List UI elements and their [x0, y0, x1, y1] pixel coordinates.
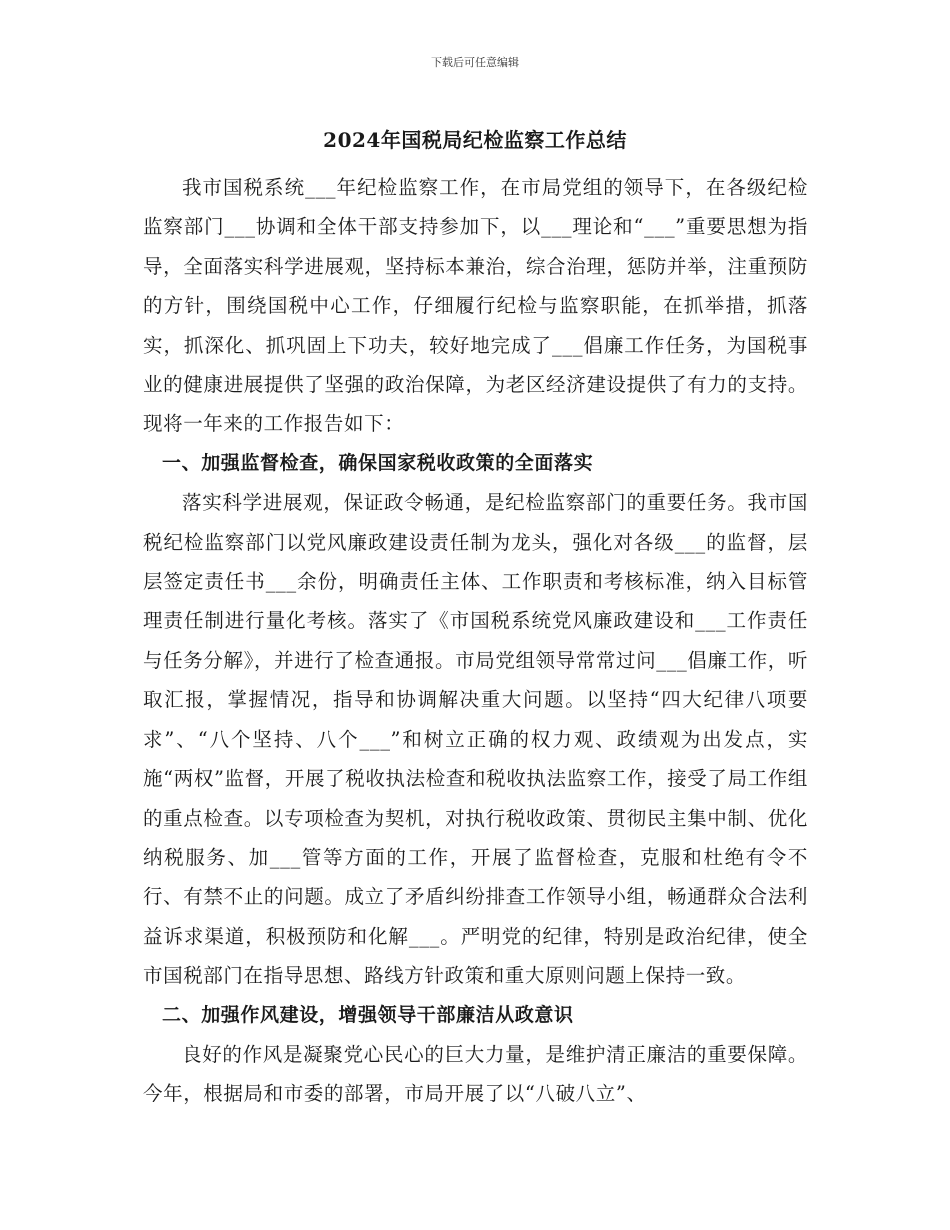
section-2-paragraph: 良好的作风是凝聚党心民心的巨大力量，是维护清正廉洁的重要保障。今年，根据局和市委的部署，市局开展了以“八破八立”、 — [143, 1042, 808, 1106]
section-heading-1: 一、加强监督检查，确保国家税收政策的全面落实 — [162, 451, 594, 474]
document-title: 2024年国税局纪检监察工作总结 — [323, 128, 627, 152]
intro-paragraph: 我市国税系统___年纪检监察工作，在市局党组的领导下，在各级纪检监察部门___协调和全体干部支持参加下，以___理论和“___”重要思想为指导，全面落实科学进展观，坚持标本兼治，综合治理，惩防并举，注重预防的方针，围绕国税中心工作，仔细履行纪检与监察职能，在抓举措，抓落实，抓深化、抓巩固上下功夫，较好地完成了___倡廉工作任务，为国税事业的健康进展提供了坚强的政治保障，为老区经济建设提供了有力的支持。现将一年来的工作报告如下： — [143, 176, 808, 436]
header-note: 下载后可任意编辑 — [431, 56, 519, 69]
section-1-paragraph: 落实科学进展观，保证政令畅通，是纪检监察部门的重要任务。我市国税纪检监察部门以党风廉政建设责任制为龙头，强化对各级___的监督，层层签定责任书___余份，明确责任主体、工作职责和考核标准，纳入目标管理责任制进行量化考核。落实了《市国税系统党风廉政建设和___工作责任与任务分解》，并进行了检查通报。市局党组领导常常过问___倡廉工作，听取汇报，掌握情况，指导和协调解决重大问题。以坚持“四大纪律八项要求”、“八个坚持、八个___”和树立正确的权力观、政绩观为出发点，实施“两权”监督，开展了税收执法检查和税收执法监察工作，接受了局工作组的重点检查。以专项检查为契机，对执行税收政策、贯彻民主集中制、优化纳税服务、加___管等方面的工作，开展了监督检查，克服和杜绝有令不行、有禁不止的问题。成立了矛盾纠纷排查工作领导小组，畅通群众合法利益诉求渠道，积极预防和化解___。严明党的纪律，特别是政治纪律，使全市国税部门在指导思想、路线方针政策和重大原则问题上保持一致。 — [143, 491, 808, 988]
section-heading-2: 二、加强作风建设，增强领导干部廉洁从政意识 — [162, 1003, 574, 1026]
document-body — [143, 168, 808, 1114]
